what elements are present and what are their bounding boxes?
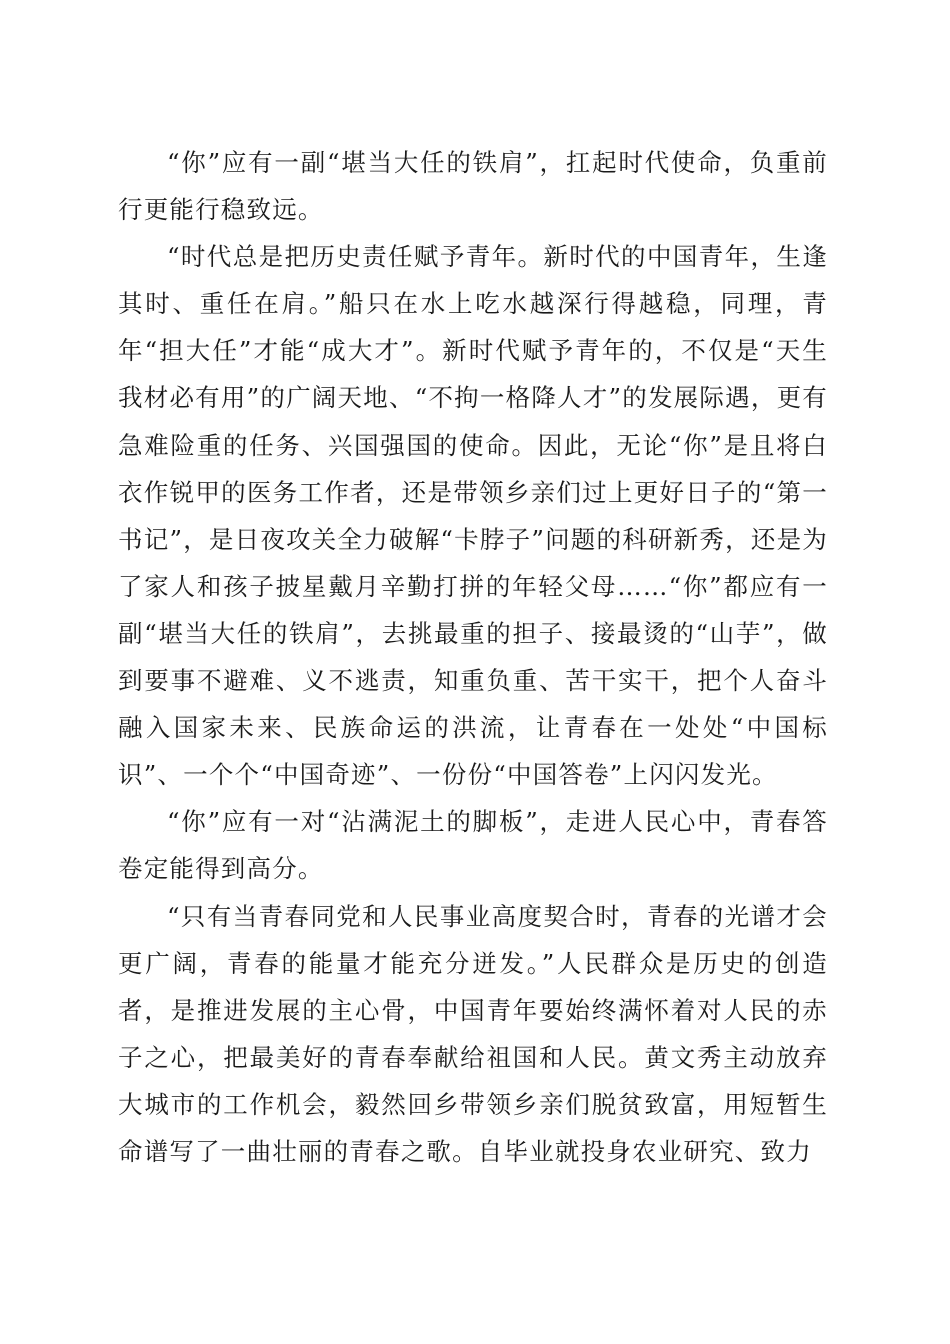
paragraph-1: “你”应有一副“堪当大任的铁肩”，扛起时代使命，负重前行更能行稳致远。: [118, 148, 828, 225]
paragraph-4: “只有当青春同党和人民事业高度契合时，青春的光谱才会更广阔，青春的能量才能充分迸发。”人民群众是历史的创造者，是推进发展的主心骨，中国青年要始终满怀着对人民的赤子之心，把最美好的青春奉献给祖国和人民。黄文秀主动放弃大城市的工作机会，毅然回乡带领乡亲们脱贫致富，用短暂生命谱写了一曲壮丽的青春之歌。自毕业就投身农业研究、致力: [118, 901, 828, 1166]
paragraph-2: “时代总是把历史责任赋予青年。新时代的中国青年，生逢其时、重任在肩。”船只在水上吃水越深行得越稳，同理，青年“担大任”才能“成大才”。新时代赋予青年的，不仅是“天生我材必有用”的广阔天地、“不拘一格降人才”的发展际遇，更有急难险重的任务、兴国强国的使命。因此，无论“你”是且将白衣作锐甲的医务工作者，还是带领乡亲们过上更好日子的“第一书记”，是日夜攻关全力破解“卡脖子”问题的科研新秀，还是为了家人和孩子披星戴月辛勤打拼的年轻父母……“你”都应有一副“堪当大任的铁肩”，去挑最重的担子、接最烫的“山芋”，做到要事不避难、义不逃责，知重负重、苦干实干，把个人奋斗融入国家未来、民族命运的洪流，让青春在一处处“中国标识”、一个个“中国奇迹”、一份份“中国答卷”上闪闪发光。: [118, 242, 828, 790]
paragraph-3: “你”应有一对“沾满泥土的脚板”，走进人民心中，青春答卷定能得到高分。: [118, 807, 828, 884]
body-text: [118, 139, 828, 1175]
